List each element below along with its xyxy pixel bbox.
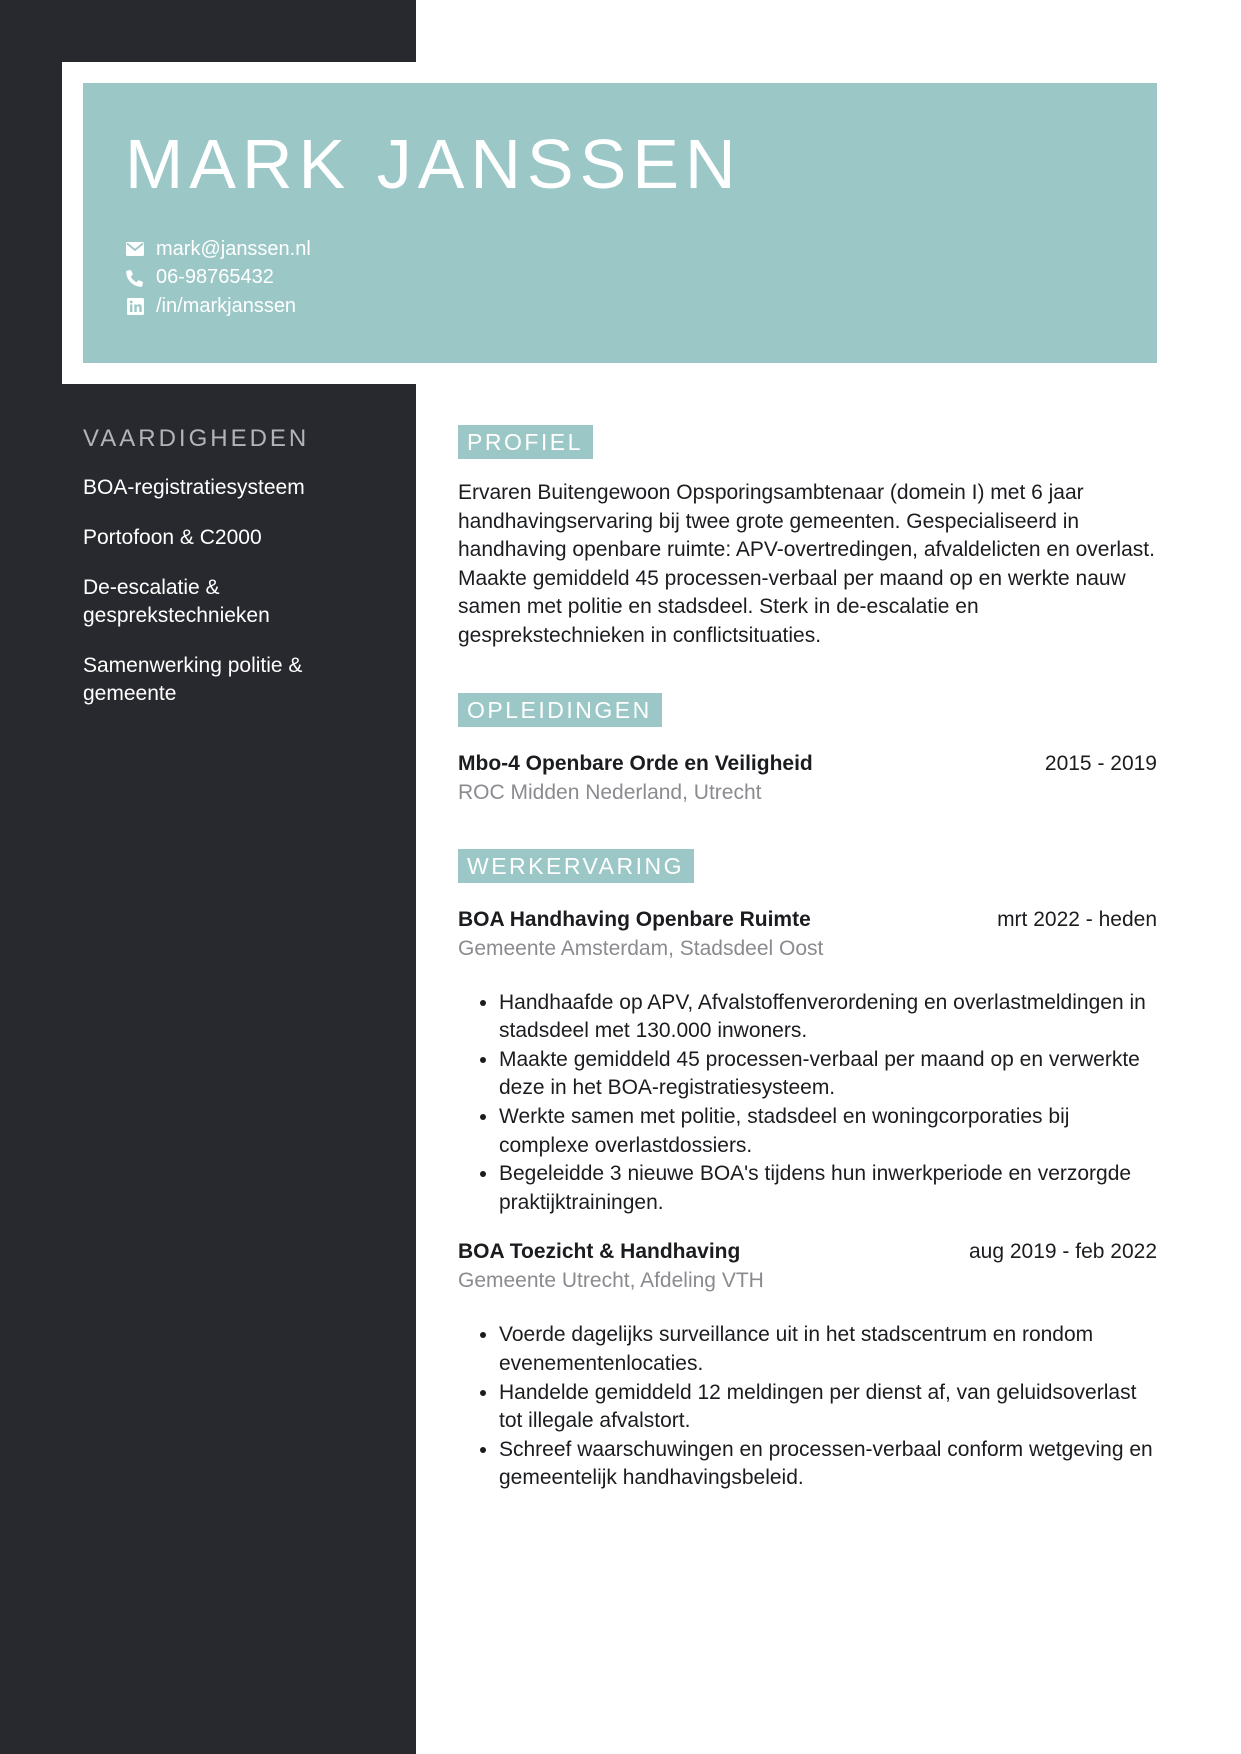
job-title: BOA Handhaving Openbare Ruimte [458,907,811,931]
phone-icon [125,268,145,288]
education-institution: ROC Midden Nederland, Utrecht [458,780,762,804]
experience-heading: WERKERVARING [458,849,694,883]
profile-text: Ervaren Buitengewoon Opsporingsambtenaar (domein I) met 6 jaar handhavingservaring bij twee grote gemeenten. Gespecialiseerd in handhaving openbare ruimte: APV-overtredingen, afvaldelicten en overlast. Maakte gemiddeld 45 processen-verbaal per maand op en werkte nauw samen met politie en stadsdeel. Sterk in de-escalatie en gesprekstechnieken in conflictsituaties. [458,481,1155,647]
bullet-item: • Handhaafde op APV, Afvalstoffenverordening en overlastmeldingen in stadsdeel met 130.000 inwoners. [499,989,1157,1046]
envelope-icon [125,239,145,259]
bullet-item: • Handelde gemiddeld 12 meldingen per dienst af, van geluidsoverlast tot illegale afvalstort. [499,1379,1157,1436]
education-heading: OPLEIDINGEN [458,693,662,727]
experience-section [458,849,1157,1493]
contact-phone [125,264,311,293]
email-text[interactable]: mark@janssen.nl [156,237,311,260]
profile-section [458,425,1157,651]
bullet-item: • Maakte gemiddeld 45 processen-verbaal per maand op en verwerkte deze in het BOA-registratiesysteem. [499,1046,1157,1103]
bullet-item: • Schreef waarschuwingen en processen-verbaal conform wetgeving en gemeentelijk handhavingsbeleid. [499,1436,1157,1493]
skills-section [83,425,383,730]
job-dates: aug 2019 - feb 2022 [969,1240,1157,1264]
linkedin-icon [125,296,145,316]
skill-item: BOA-registratiesysteem [83,475,305,499]
skill-item: Samenwerking politie & gemeente [83,653,303,705]
bullet-item: • Begeleidde 3 nieuwe BOA's tijdens hun inwerkperiode en verzorgde praktijktrainingen. [499,1160,1157,1217]
education-title: Mbo-4 Openbare Orde en Veiligheid [458,751,813,775]
entry-header [458,749,1157,778]
entry-header [458,1237,1157,1266]
candidate-name: MARK JANSSEN [125,125,742,203]
education-section [458,693,1157,807]
experience-entry [458,1237,1157,1493]
education-entry [458,749,1157,807]
job-bullets [458,989,1157,1218]
skill-item: Portofoon & C2000 [83,525,262,549]
job-employer: Gemeente Utrecht, Afdeling VTH [458,1269,764,1293]
skill-list [83,474,383,708]
contact-email [125,235,311,264]
skills-heading: VAARDIGHEDEN [83,425,310,452]
main-content [458,425,1157,1493]
entry-header [458,905,1157,934]
profile-heading: PROFIEL [458,425,593,459]
skill-item: De-escalatie & gesprekstechnieken [83,575,270,627]
phone-text[interactable]: 06-98765432 [156,266,274,289]
bullet-item: • Werkte samen met politie, stadsdeel en woningcorporaties bij complexe overlastdossiers. [499,1103,1157,1160]
job-employer: Gemeente Amsterdam, Stadsdeel Oost [458,936,824,960]
bullet-item: • Voerde dagelijks surveillance uit in het stadscentrum en rondom evenementenlocaties. [499,1321,1157,1378]
education-dates: 2015 - 2019 [1044,751,1157,775]
linkedin-text[interactable]: /in/markjanssen [156,294,297,317]
job-bullets [458,1321,1157,1493]
job-dates: mrt 2022 - heden [997,907,1157,931]
header-banner [83,83,1157,363]
job-title: BOA Toezicht & Handhaving [458,1240,741,1264]
contact-linkedin [125,292,311,321]
contact-list [125,235,311,321]
experience-entry [458,905,1157,1218]
